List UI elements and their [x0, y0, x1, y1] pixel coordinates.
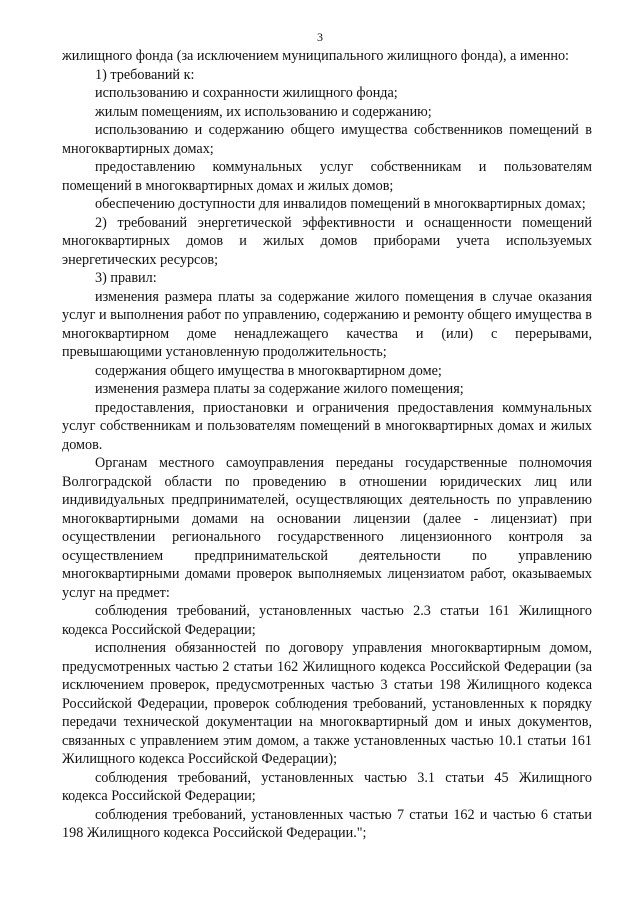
paragraph: Органам местного самоуправления переданы государственные полномочия Волгоградской области по проведению в отношении юридических лиц или индивидуальных предпринимателей, осуществляющих деятельность по управлению многоквартирными домами на основании лицензии (далее - лицензиат) при осуществлении регионального государственного лицензионного контроля за осуществлением предпринимательской деятельности по управлению многоквартирными домами проверок выполняемых лицензиатом работ, оказываемых услуг на предмет: — [62, 455, 592, 601]
paragraph: содержания общего имущества в многоквартирном доме; — [95, 362, 442, 379]
paragraph: 3) правил: — [95, 270, 157, 286]
paragraph: 2) требований энергетической эффективности и оснащенности помещений многоквартирных домов и жилых домов приборами учета используемых энергетических ресурсов; — [62, 214, 592, 268]
paragraph: исполнения обязанностей по договору управления многоквартирным домом, предусмотренных частью 2 статьи 162 Жилищного кодекса Российской Федерации (за исключением проверок, предусмотренных частью 3 статьи 198 Жилищного кодекса Российской Федерации, проверок соблюдения требований, установленных к порядку передачи технической документации на многоквартирный дом и иных документов, связанных с управлением этим домом, а также установленных частью 10.1 статьи 161 Жилищного кодекса Российской Федерации); — [62, 640, 592, 767]
paragraph: обеспечению доступности для инвалидов помещений в многоквартирных домах; — [95, 196, 586, 212]
paragraph: предоставлению коммунальных услуг собственникам и пользователям помещений в многоквартирных домах и жилых домов; — [62, 159, 592, 194]
paragraph: 1) требований к: — [95, 66, 195, 83]
paragraph: использованию и содержанию общего имущества собственников помещений в многоквартирных домах; — [62, 122, 592, 157]
paragraph: жилым помещениям, их использованию и содержанию; — [95, 103, 432, 120]
paragraph: изменения размера платы за содержание жилого помещения в случае оказания услуг и выполнения работ по управлению, содержанию и ремонту общего имущества в многоквартирном доме ненадлежащего качества и (или) с перерывами, превышающими установленную продолжительность; — [62, 288, 592, 360]
paragraph: соблюдения требований, установленных частью 3.1 статьи 45 Жилищного кодекса Российской Федерации; — [62, 769, 592, 804]
paragraph: соблюдения требований, установленных частью 7 статьи 162 и частью 6 статьи 198 Жилищного кодекса Российской Федерации."; — [62, 806, 592, 841]
paragraph: жилищного фонда (за исключением муниципального жилищного фонда), а именно: — [62, 48, 569, 64]
paragraph: предоставления, приостановки и ограничения предоставления коммунальных услуг собственникам и пользователям помещений в многоквартирных домах и жилых домов. — [62, 399, 592, 453]
document-body — [62, 47, 592, 843]
paragraph: соблюдения требований, установленных частью 2.3 статьи 161 Жилищного кодекса Российской Федерации; — [62, 603, 592, 638]
paragraph: изменения размера платы за содержание жилого помещения; — [95, 381, 464, 397]
paragraph: использованию и сохранности жилищного фонда; — [95, 85, 398, 101]
page-number: 3 — [317, 30, 323, 44]
